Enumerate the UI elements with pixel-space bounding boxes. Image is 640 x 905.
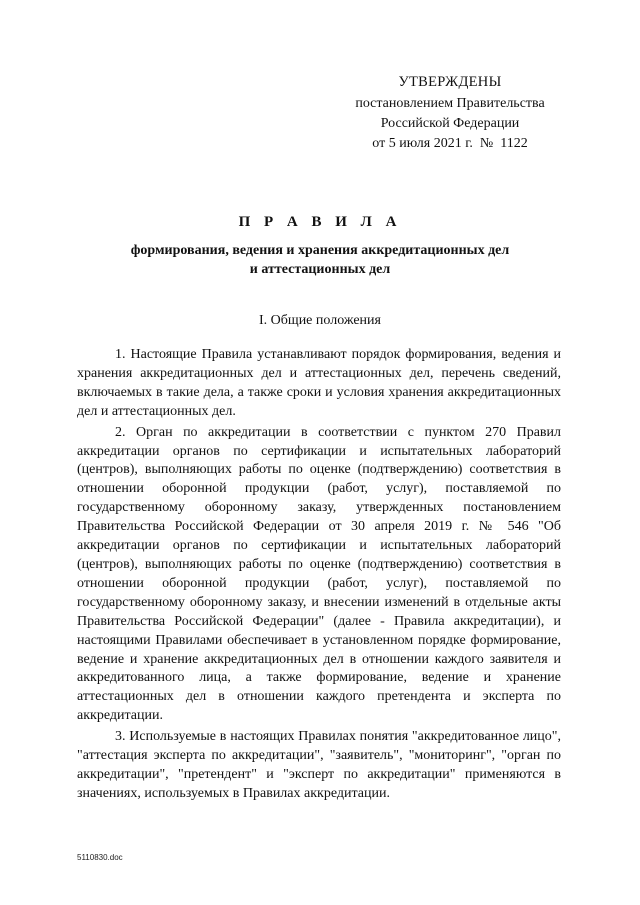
subtitle-line-1: формирования, ведения и хранения аккредитационных дел [130,243,510,258]
approval-line-3: от 5 июля 2021 г. № 1122 [372,136,528,151]
paragraph-3: 3. Используемые в настоящих Правилах понятия "аккредитованное лицо", "аттестация эксперта по аккредитации", "заявитель", "мониторинг", "орган по аккредитации", "претендент" и "эксперт по аккредитации" применяются в значениях, используемых в Правилах аккредитации. [77,729,561,801]
approval-line-2: Российской Федерации [380,116,520,131]
paragraph-1: 1. Настоящие Правила устанавливают порядок формирования, ведения и хранения аккредитационных дел и аттестационных дел, перечень сведений, включаемых в такие дела, а также сроки и условия хранения аккредитационных дел и аттестационных дел. [77,347,561,419]
document-title: П Р А В И Л А [238,214,402,230]
file-code: 5110830.doc [77,853,123,862]
approval-line-1: постановлением Правительства [355,96,545,111]
paragraph-2: 2. Орган по аккредитации в соответствии с пунктом 270 Правил аккредитации органов по сертификации и испытательных лабораторий (центров), выполняющих работы по оценке (подтверждению) соответствия в отношении оборонной продукции (работ, услуг), поставляемой по государственному оборонному заказу, утвержденных постановлением Правительства Российской Федерации от 30 апреля 2019 г. № 546 "Об аккредитации органов по сертификации и испытательных лабораторий (центров), выполняющих работы по оценке (подтверждению) соответствия в отношении оборонной продукции (работ, услуг), поставляемой по государственному оборонному заказу, и внесении изменений в отдельные акты Правительства Российской Федерации" (далее - Правила аккредитации), и настоящими Правилами обеспечивает в установленном порядке формирование, ведение и хранение аккредитационных дел в отношении каждого заявителя и аккредитованного лица, а также формирование, ведение и хранение аттестационных дел в отношении каждого претендента и эксперта по аккредитации. [77,424,561,724]
approval-stamp [330,72,570,154]
document-subtitle [80,241,560,279]
approval-heading: УТВЕРЖДЕНЫ [398,74,502,90]
subtitle-line-2: и аттестационных дел [249,262,391,277]
document-body [77,346,561,806]
section-heading: I. Общие положения [259,313,381,328]
